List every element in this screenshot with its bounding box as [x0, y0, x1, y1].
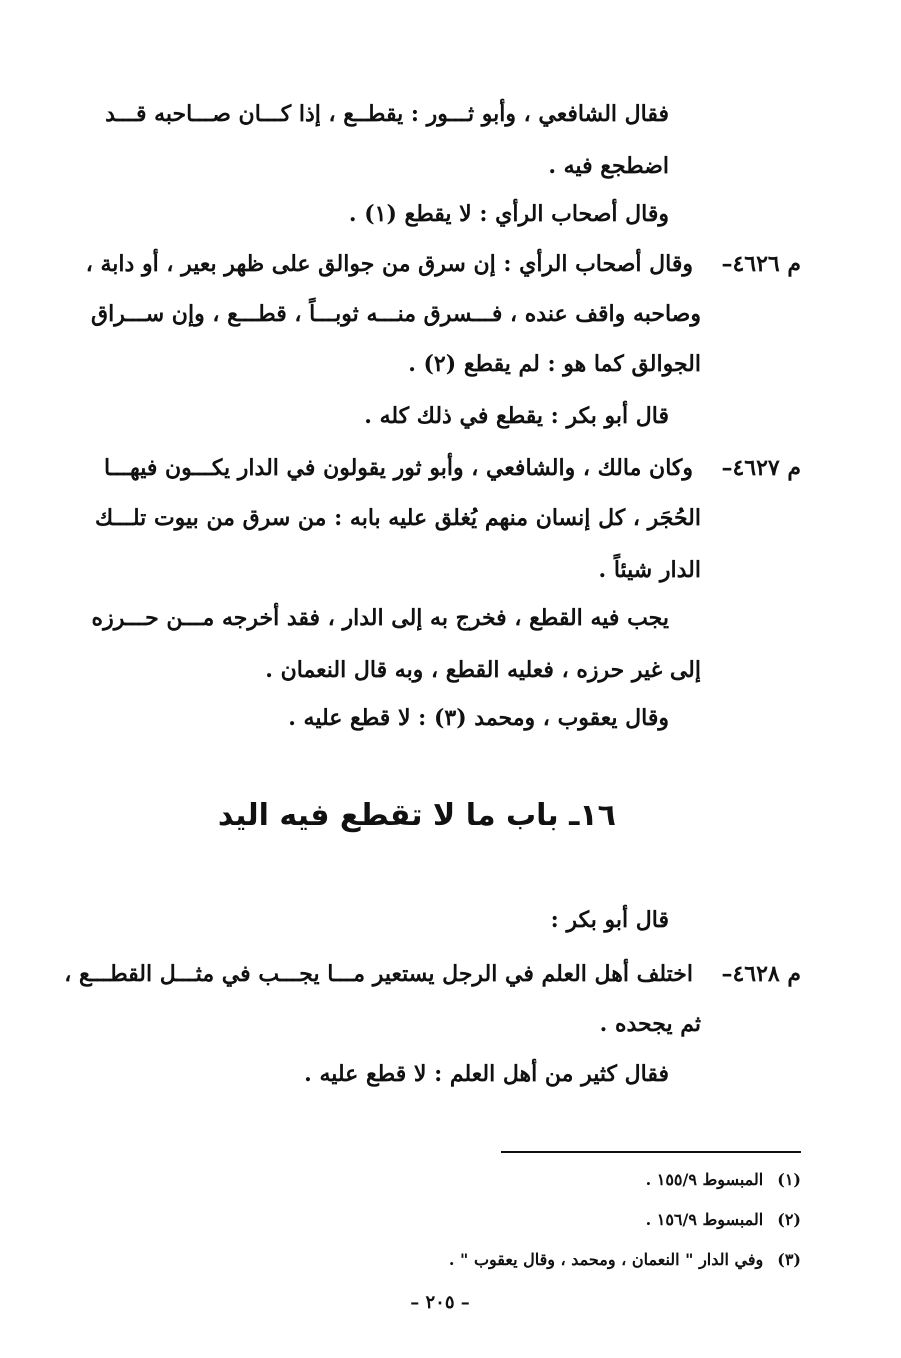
- text-line: الحُجَر ، كل إنسان منهم يُغلق عليه بابه : من سرق من بيوت تلـــك: [95, 505, 701, 531]
- text-line: الجوالق كما هو : لم يقطع (٢) .: [408, 351, 701, 377]
- text-line: وقال يعقوب ، ومحمد (٣) : لا قطع عليه .: [288, 705, 669, 731]
- text-line: قال أبو بكر :: [550, 907, 669, 933]
- footnote: [646, 1208, 801, 1232]
- text-line: وقال أصحاب الرأي : لا يقطع (١) .: [348, 201, 669, 227]
- text-line: الدار شيئاً .: [598, 557, 701, 583]
- paragraph-marker: م ٤٦٢٨–: [721, 961, 801, 987]
- paragraph-marker: م ٤٦٢٦–: [721, 251, 801, 277]
- chapter-heading: ١٦ـ باب ما لا تقطع فيه اليد: [217, 798, 616, 833]
- footnote-divider: [501, 1151, 801, 1153]
- footnote-text: المبسوط ١٥٥/٩ .: [645, 1170, 764, 1189]
- text-line: يجب فيه القطع ، فخرج به إلى الدار ، فقد أخرجه مـــن حـــرزه: [91, 605, 669, 631]
- footnote-text: المبسوط ١٥٦/٩ .: [645, 1210, 764, 1229]
- footnote-number: (٢): [777, 1210, 801, 1229]
- text-line: قال أبو بكر : يقطع في ذلك كله .: [364, 403, 669, 429]
- text-line: وكان مالك ، والشافعي ، وأبو ثور يقولون في الدار يكـــون فيهـــا: [104, 455, 693, 481]
- text-line: اضطجع فيه .: [548, 153, 669, 179]
- footnote-number: (٣): [777, 1250, 801, 1269]
- page-number: – ٢٠٥ –: [410, 1292, 470, 1313]
- footnote-text: وفي الدار " النعمان ، ومحمد ، وقال يعقوب " .: [448, 1250, 764, 1269]
- text-line: وقال أصحاب الرأي : إن سرق من جوالق على ظهر بعير ، أو دابة ،: [85, 251, 693, 277]
- text-line: اختلف أهل العلم في الرجل يستعير مـــا يجـــب في مثـــل القطـــع ،: [64, 961, 693, 987]
- text-line: إلى غير حرزه ، فعليه القطع ، وبه قال النعمان .: [265, 657, 701, 683]
- footnote: [449, 1248, 801, 1272]
- paragraph-marker: م ٤٦٢٧–: [721, 455, 801, 481]
- text-line: ثم يجحده .: [599, 1011, 701, 1037]
- text-line: فقال الشافعي ، وأبو ثـــور : يقطــع ، إذا كـــان صـــاحبه قـــد: [105, 101, 669, 127]
- footnote: [646, 1168, 801, 1192]
- footnote-number: (١): [777, 1170, 801, 1189]
- text-line: فقال كثير من أهل العلم : لا قطع عليه .: [304, 1061, 669, 1087]
- text-line: وصاحبه واقف عنده ، فـــسرق منـــه ثوبـــاً ، قطـــع ، وإن ســـراق: [91, 301, 701, 327]
